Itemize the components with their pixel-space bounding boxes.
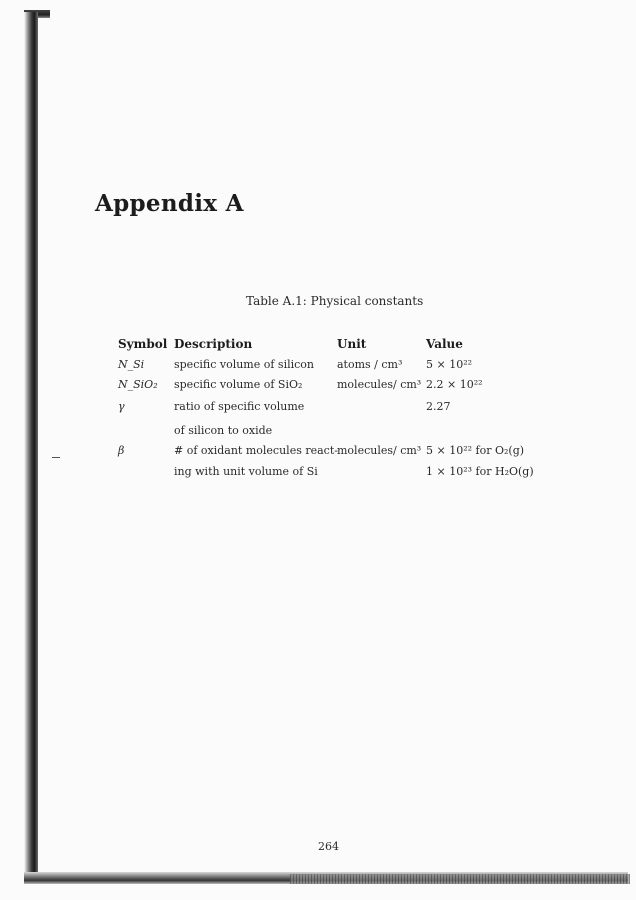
row-value: 5 × 10²² for O₂(g) xyxy=(426,444,525,457)
header-description: Description xyxy=(174,337,253,351)
row-value: 5 × 10²² xyxy=(426,358,473,371)
row-description-continuation: of silicon to oxide xyxy=(174,424,273,437)
row-unit: molecules/ cm³ xyxy=(337,378,422,391)
row-description: specific volume of SiO₂ xyxy=(174,378,303,391)
row-description: specific volume of silicon xyxy=(174,358,315,371)
row-description: ratio of specific volume xyxy=(174,400,305,413)
header-unit: Unit xyxy=(337,337,367,351)
row-unit: molecules/ cm³ xyxy=(337,444,422,457)
row-value: 2.2 × 10²² xyxy=(426,378,483,391)
row-unit: atoms / cm³ xyxy=(337,358,403,371)
margin-mark xyxy=(52,457,60,458)
appendix-title: Appendix A xyxy=(95,190,244,217)
row-description: # of oxidant molecules react- xyxy=(174,444,338,457)
page-number: 264 xyxy=(318,840,339,853)
row-symbol-gamma: γ xyxy=(118,400,125,413)
row-symbol-beta: β xyxy=(118,444,125,457)
header-value: Value xyxy=(426,337,463,351)
row-description-continuation: ing with unit volume of Si xyxy=(174,465,318,478)
row-symbol-nsio2: N_SiO₂ xyxy=(118,378,158,391)
scan-edge-left xyxy=(24,12,38,884)
row-symbol-nsi: N_Si xyxy=(118,358,145,371)
scan-edge-bottom-texture xyxy=(290,874,630,884)
row-value-continuation: 1 × 10²³ for H₂O(g) xyxy=(426,465,534,478)
row-value: 2.27 xyxy=(426,400,451,413)
header-symbol: Symbol xyxy=(118,337,168,351)
table-caption: Table A.1: Physical constants xyxy=(246,294,424,308)
